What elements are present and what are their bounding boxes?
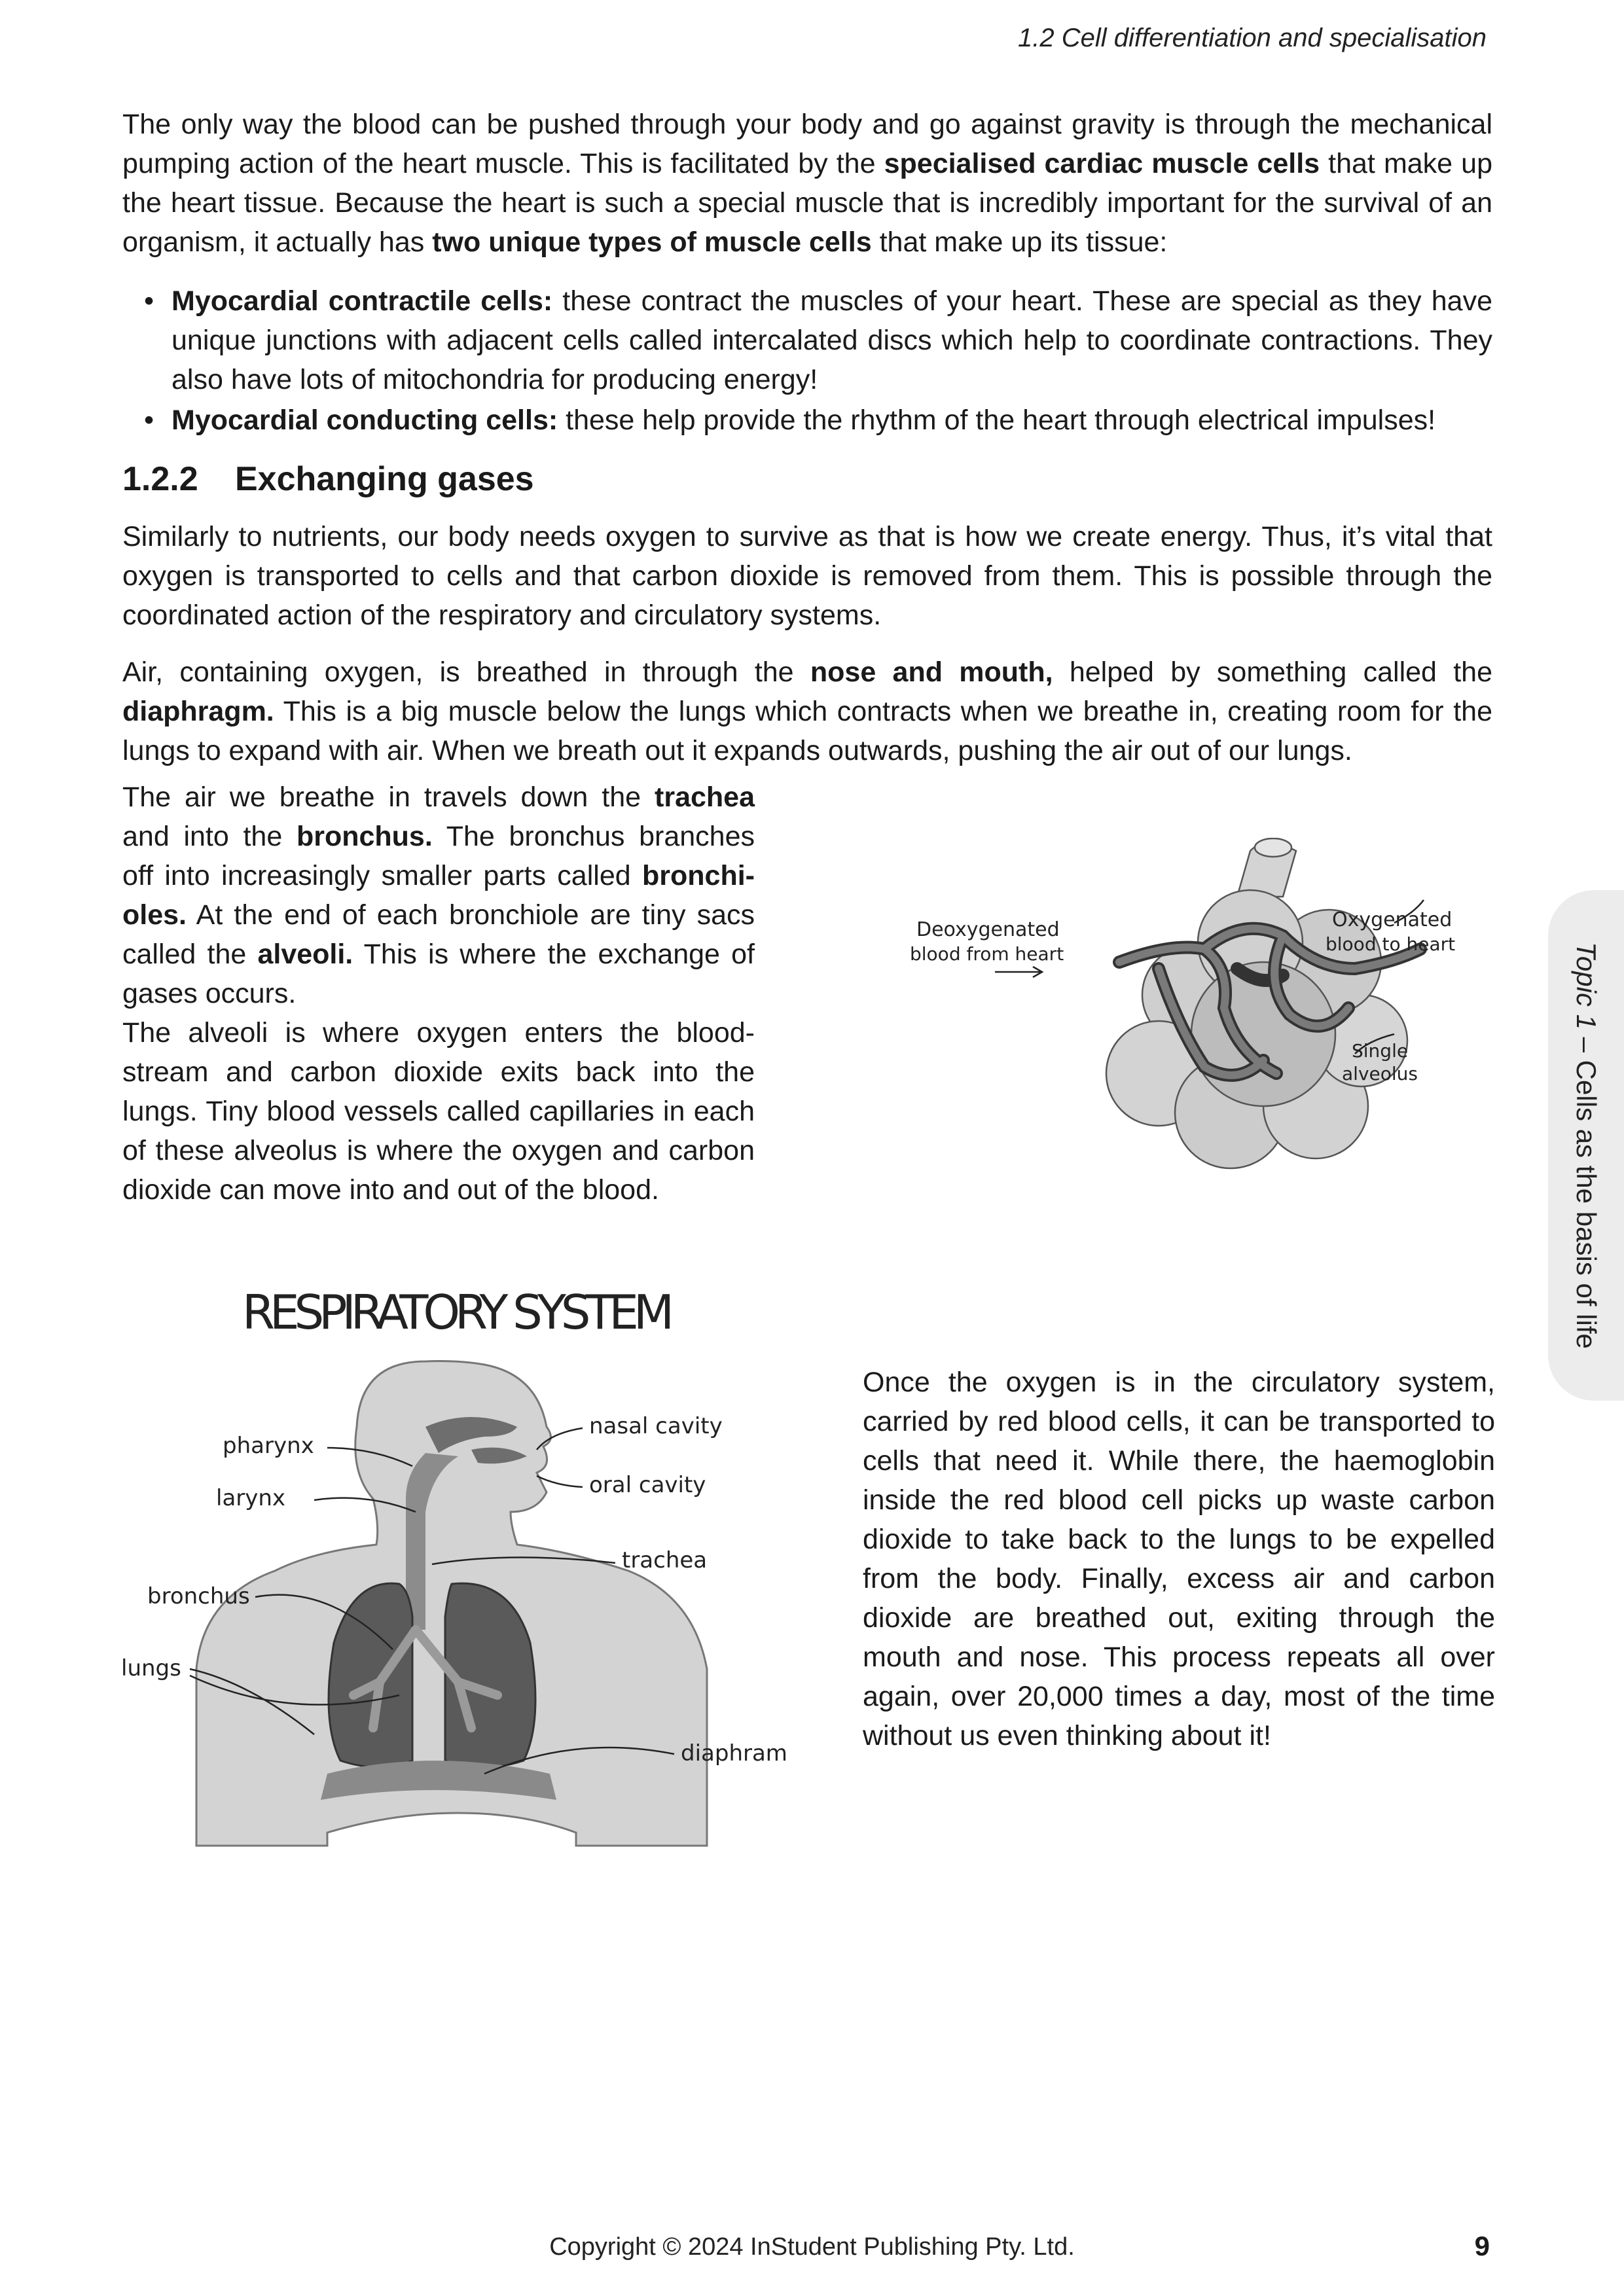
deoxygenated-label-2: blood from heart	[910, 943, 1064, 965]
respiratory-system-figure	[118, 1276, 812, 1852]
deoxygenated-label-1: Deoxygenated	[916, 918, 1060, 941]
respiratory-title: RESPIRATORY SYSTEM	[242, 1285, 674, 1340]
oxygenated-label-2: blood to heart	[1326, 933, 1456, 955]
label-nasal-cavity: nasal cavity	[589, 1413, 723, 1439]
alveoli-paragraph: The alveoli is where oxygen enters the blood-stream and carbon dioxide exits back into the lungs. Tiny blood vessels called capillaries in each of these alveolus is where the oxygen and carbon dioxide can move into and out of the blood.	[122, 1017, 755, 1206]
topic-tab-label: Topic 1 – Cells as the basis of life	[1571, 942, 1602, 1349]
bullet-contractile-cells: • Myocardial contractile cells: these contract the muscles of your heart. These are special as they have unique junctions with adjacent cells called intercalated discs which help to coordinate contractions. They also have lots of mitochondria for producing energy!	[171, 281, 1492, 399]
label-pharynx: pharynx	[223, 1433, 314, 1459]
single-alveolus-label-1: Single	[1352, 1040, 1409, 1062]
topic-side-tab	[1548, 890, 1624, 1401]
label-oral-cavity: oral cavity	[589, 1472, 706, 1498]
muscle-cell-list	[171, 281, 1492, 441]
label-diaphram: diaphram	[681, 1740, 787, 1767]
section-title: Exchanging gases	[235, 460, 534, 498]
circulation-paragraph: Once the oxygen is in the circulatory system, carried by red blood cells, it can be transported to cells that need it. While there, the haemoglobin inside the red blood cell picks up waste carbon dioxide to take back to the lungs to be expelled from the body. Finally, excess air and carbon dioxide are breathed out, exiting through the mouth and nose. This process repeats all over again, over 20,000 times a day, most of the time without us even thinking about it!	[863, 1367, 1495, 1751]
single-alveolus-label-2: alveolus	[1342, 1063, 1418, 1085]
label-lungs: lungs	[121, 1655, 181, 1681]
air-paragraph: Air, containing oxygen, is breathed in through the nose and mouth, helped by something called the diaphragm. This is a big muscle below the lungs which contracts when we breathe in, creating room for the lungs to expand with air. When we breath out it expands outwards, pushing the air out of our lungs.	[122, 656, 1493, 766]
page-number: 9	[1474, 2231, 1490, 2261]
right-text-column	[863, 1363, 1495, 1755]
airway-paragraph: The air we breathe in travels down the trachea and into the bronchus. The bronchus branches off into increasingly smaller parts called bronchi-oles. At the end of each bronchiole are tiny sacs called the alveoli. This is where the exchange of gases occurs.	[122, 781, 755, 1009]
left-text-column	[122, 778, 755, 1210]
section-heading	[122, 456, 534, 502]
oxygenated-label-1: Oxygenated	[1332, 908, 1453, 931]
gases-paragraph: Similarly to nutrients, our body needs oxygen to survive as that is how we create energy. Thus, it’s vital that oxygen is transported to cells and that carbon dioxide is removed from them. This is possible through the coordinated action of the respiratory and circulatory systems.	[122, 521, 1492, 631]
bullet-conducting-cells: • Myocardial conducting cells: these help provide the rhythm of the heart through electrical impulses!	[171, 401, 1492, 440]
intro-paragraph: The only way the blood can be pushed through your body and go against gravity is through the mechanical pumping action of the heart muscle. This is facilitated by the specialised cardiac muscle cells that make up the heart tissue. Because the heart is such a special muscle that is incredibly important for the survival of an organism, it actually has two unique types of muscle cells that make up its tissue:	[122, 109, 1492, 258]
running-header: 1.2 Cell differentiation and specialisation	[1018, 24, 1487, 52]
label-larynx: larynx	[216, 1485, 286, 1511]
copyright-footer: Copyright © 2024 InStudent Publishing Pty. Ltd.	[549, 2233, 1075, 2261]
label-bronchus: bronchus	[147, 1583, 250, 1609]
label-trachea: trachea	[622, 1547, 708, 1573]
section-number: 1.2.2	[122, 460, 198, 498]
alveolus-figure	[897, 838, 1473, 1178]
